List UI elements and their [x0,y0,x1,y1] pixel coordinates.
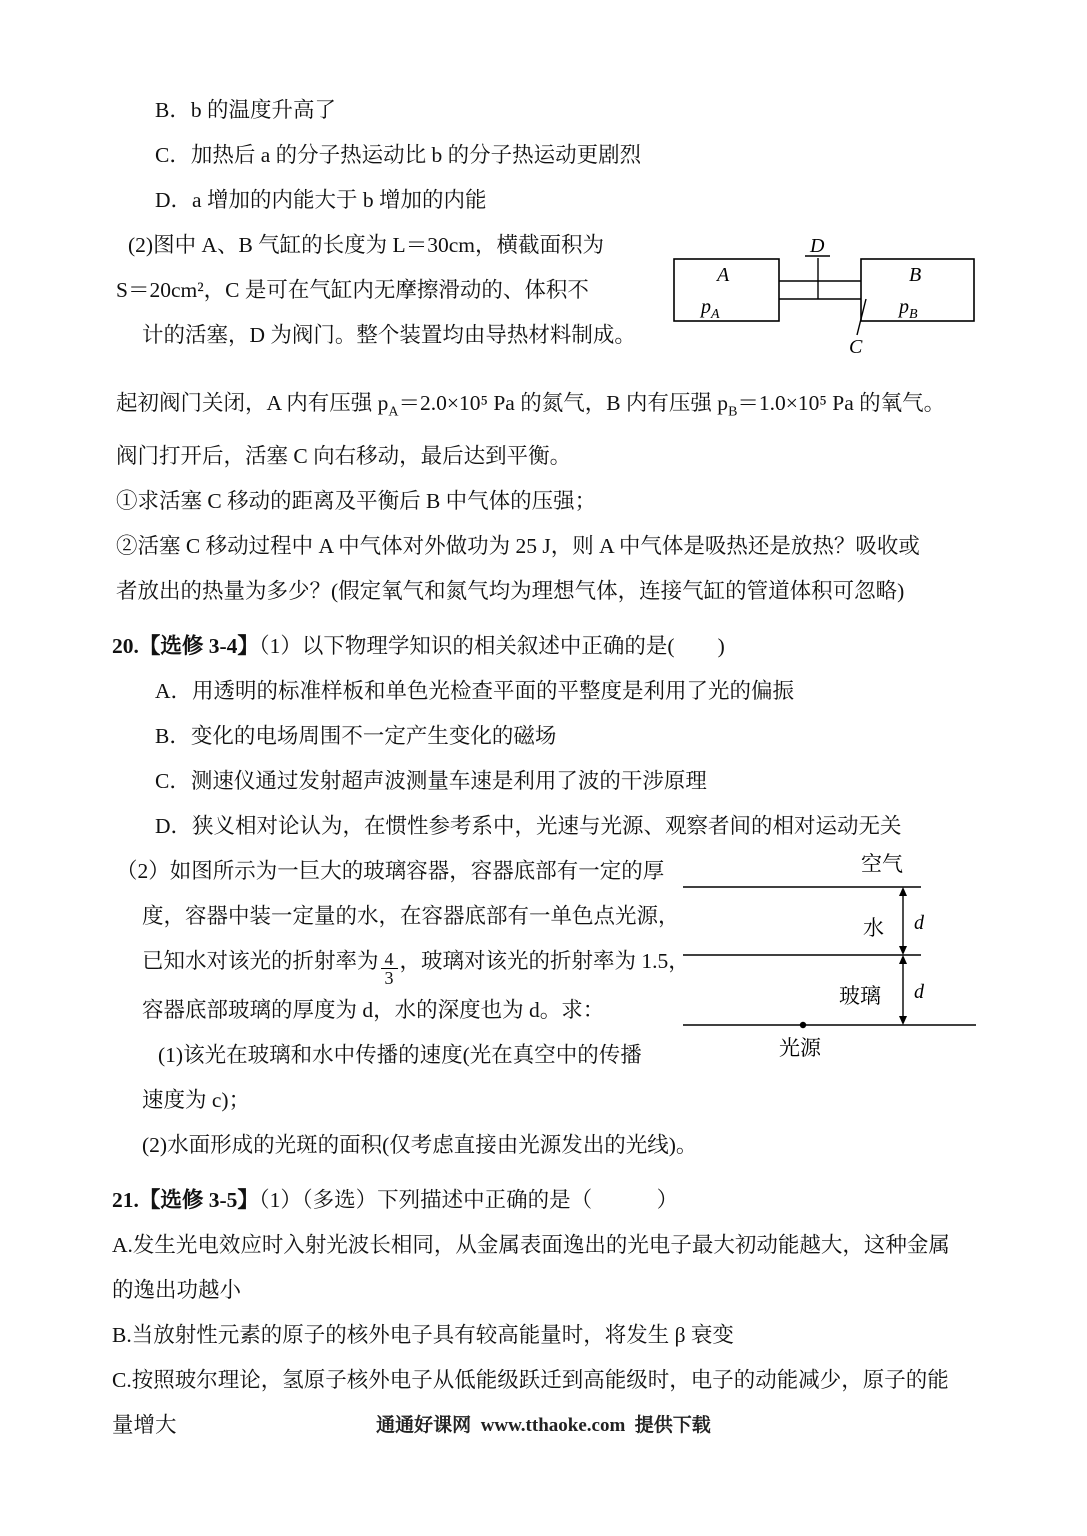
q19-p2-line8: 者放出的热量为多少？(假定氧气和氮气均为理想气体，连接气缸的管道体积可忽略) [116,579,905,604]
cylinder-b-label: B [909,264,922,286]
q21-option-a-line2: 的逸出功越小 [112,1278,242,1303]
fraction-four-thirds: $\frac{4}{3}$ [381,950,398,989]
glass-label: 玻璃 [839,984,881,1009]
q19-line4-seg1: 起初阀门关闭，A 内有压强 p [116,391,389,415]
q20-part2-text [112,849,690,1123]
q19-figure [671,223,981,381]
q21-header-rest: （1）（多选）下列描述中正确的是（ ） [258,1188,679,1213]
q20-option-c: C．测速仪通过发射超声波测量车速是利用了波的干涉原理 [155,769,707,794]
pressure-a-label: $p_A$ [701,296,720,322]
q19-p2-line1: (2)图中 A、B 气缸的长度为 L＝30cm，横截面积为 [128,233,604,257]
q21-header-bold: 21.【选修 3-5】 [112,1188,259,1213]
q19-p2-line7: ②活塞 C 移动过程中 A 中气体对外做功为 25 J，则 A 中气体是吸热还是放热？吸收或 [116,534,920,559]
q19-p2-line5: 阀门打开后，活塞 C 向右移动，最后达到平衡。 [116,444,572,469]
arrowhead-down-2 [899,1016,907,1025]
valve-d-label: D [810,235,825,257]
q19-line4-seg3: ＝1.0×10⁵ Pa 的氧气。 [737,391,946,415]
q20-option-a: A．用透明的标准样板和单色光检查平面的平整度是利用了光的偏振 [155,679,795,704]
arrowhead-up-1 [899,887,907,896]
q20-part2-row [112,849,981,1123]
glass-depth-label: d [914,981,924,1004]
q20-p2-line3 [142,939,690,989]
q20-header-bold: 20.【选修 3-4】 [112,634,259,659]
q19-line4-seg2: ＝2.0×10⁵ Pa 的氮气，B 内有压强 p [398,391,729,415]
q19-line4-sub-a: A [388,404,399,420]
q21-option-a-line1: A.发生光电效应时入射光波长相同，从金属表面逸出的光电子最大初动能越大，这种金属 [112,1233,950,1258]
q20-p2-line1: （2）如图所示为一巨大的玻璃容器，容器底部有一定的厚 [116,859,665,884]
q20-p2-line7: (2)水面形成的光斑的面积(仅考虑直接由光源发出的光线)。 [142,1133,698,1158]
q20-p2-line5: (1)该光在玻璃和水中传播的速度(光在真空中的传播 [158,1043,642,1068]
water-depth-label: d [914,912,924,935]
water-label: 水 [863,916,884,941]
q19-part2-text [112,223,671,358]
q19-option-b: B．b 的温度升高了 [155,98,336,122]
q20-header-rest: （1）以下物理学知识的相关叙述中正确的是( ) [258,634,725,659]
q21-option-b: B.当放射性元素的原子的核外电子具有较高能量时，将发生 β 衰变 [112,1323,734,1348]
q20-p2-line4: 容器底部玻璃的厚度为 d，水的深度也为 d。求： [142,998,605,1023]
q19-option-c: C．加热后 a 的分子热运动比 b 的分子热运动更剧烈 [155,143,642,167]
q20-header [112,624,981,669]
q20-line3-seg1: 已知水对该光的折射率为 [142,949,379,974]
q20-option-d: D．狭义相对论认为，在惯性参考系中，光速与光源、观察者间的相对运动无关 [155,814,902,839]
footer-url: www.tthaoke.com [480,1415,626,1436]
q19-p2-line3: 计的活塞，D 为阀门。整个装置均由导热材料制成。 [142,323,636,347]
air-label: 空气 [861,852,903,877]
arrowhead-up-2 [899,955,907,964]
q20-figure [681,849,981,1084]
q20-p2-line2: 度，容器中装一定量的水，在容器底部有一单色点光源， [142,904,680,929]
q19-p2-line4 [116,381,981,434]
gas-cylinders-diagram [671,235,981,365]
q19-p2-line6: ①求活塞 C 移动的距离及平衡后 B 中气体的压强； [116,489,597,514]
piston-c-label: C [849,336,863,358]
q19-p2-line2: S＝20cm²，C 是可在气缸内无摩擦滑动的、体积不 [116,278,589,302]
light-source-dot [800,1022,806,1028]
page-footer [0,1412,1087,1440]
q20-p2-line6: 速度为 c)； [142,1088,251,1113]
q20-option-b: B．变化的电场周围不一定产生变化的磁场 [155,724,557,749]
pressure-b-label: $p_B$ [899,296,918,322]
refraction-layers-diagram [681,843,981,1068]
q19-part2-row [112,223,981,381]
q21-option-c-line2: 量增大 [112,1413,177,1438]
footer-site-name: 通通好课网 [376,1415,472,1436]
light-source-label: 光源 [779,1036,821,1061]
arrowhead-down-1 [899,946,907,955]
q21-option-c-line1: C.按照玻尔理论，氢原子核外电子从低能级跃迁到高能级时，电子的动能减少，原子的能 [112,1368,949,1393]
footer-suffix: 提供下载 [634,1415,711,1436]
q19-option-d: D．a 增加的内能大于 b 增加的内能 [155,188,487,212]
cylinder-a-label: A [717,264,730,286]
q20-line3-seg2: ，玻璃对该光的折射率为 1.5， [399,949,690,974]
q19-line4-sub-b: B [728,404,738,420]
q21-header [112,1178,981,1223]
